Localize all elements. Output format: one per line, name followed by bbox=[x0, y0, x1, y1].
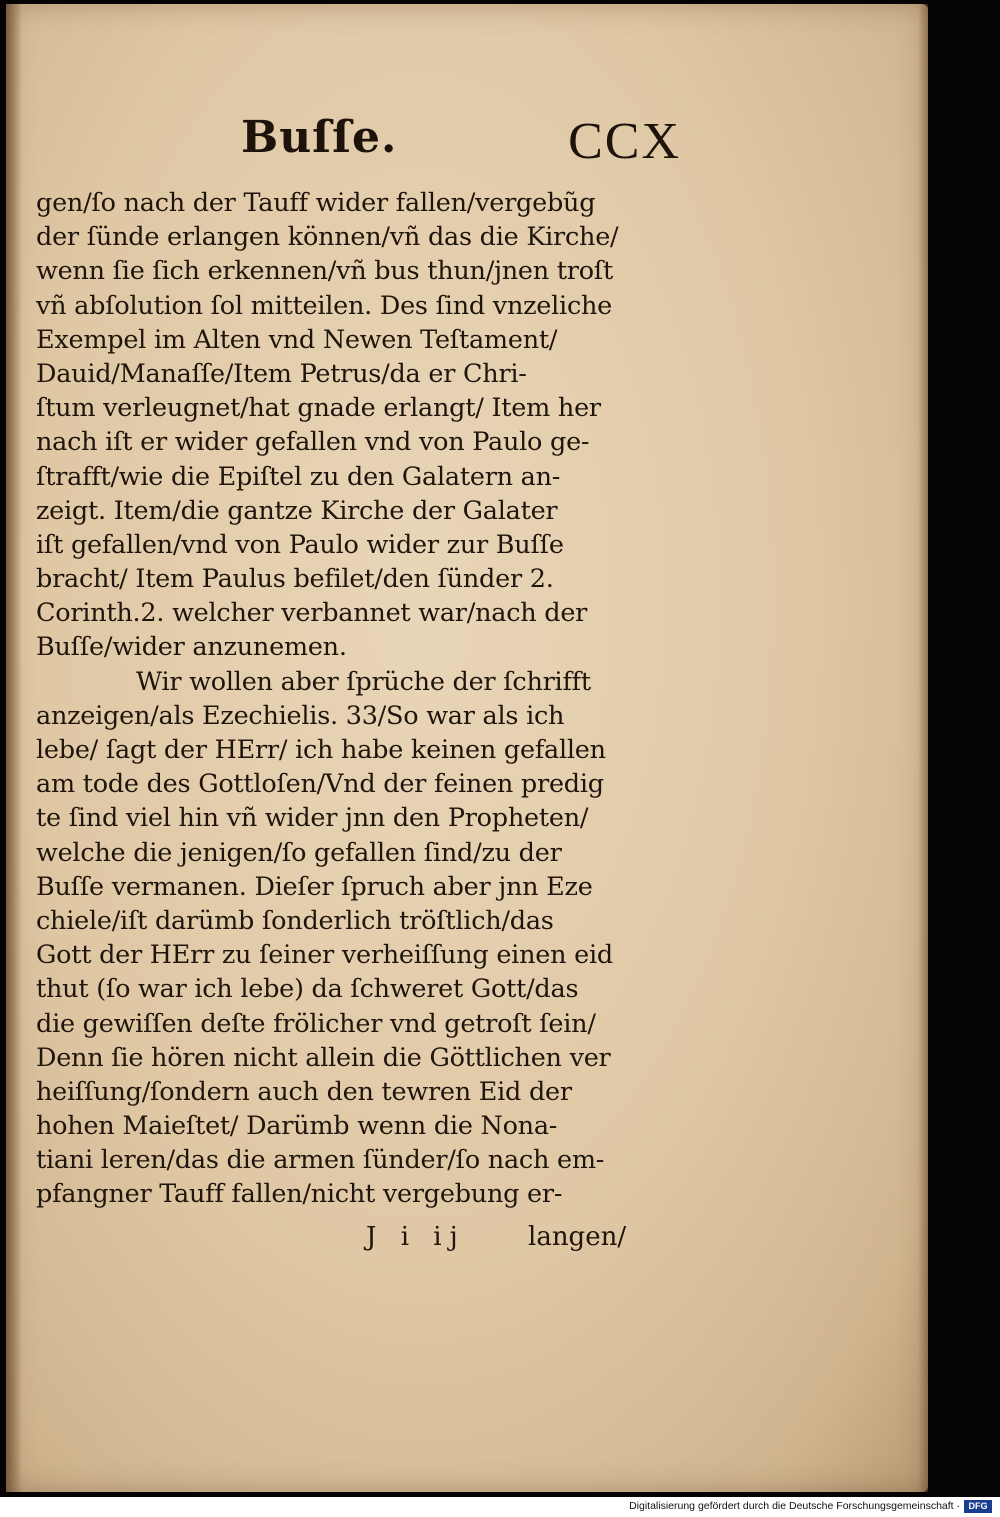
text-line: te ſind viel hin vñ wider jnn den Propheten/ bbox=[36, 803, 589, 834]
text-line: ſtrafft/wie die Epiſtel zu den Galatern an- bbox=[36, 461, 561, 492]
text-line: iſt gefallen/vnd von Paulo wider zur Buſſe bbox=[36, 529, 564, 560]
text-line: am tode des Gottloſen/Vnd der feinen predig bbox=[36, 769, 604, 800]
page-gutter bbox=[6, 4, 22, 1492]
text-line: tiani leren/das die armen ſünder/ſo nach em- bbox=[36, 1145, 605, 1176]
text-line: vñ abſolution ſol mitteilen. Des ſind vnzeliche bbox=[36, 290, 613, 321]
folio-number: CCX bbox=[568, 113, 681, 170]
text-line: nach iſt er wider gefallen vnd von Paulo ge- bbox=[36, 427, 590, 458]
text-line-paragraph-start: Wir wollen aber ſprüche der ſchrifft bbox=[136, 666, 591, 697]
text-line: welche die jenigen/ſo gefallen ſind/zu der bbox=[36, 837, 562, 868]
page-edge bbox=[918, 4, 928, 1492]
text-line: Dauid/Manaſſe/Item Petrus/da er Chri- bbox=[36, 358, 527, 389]
text-line: thut (ſo war ich lebe) da ſchweret Gott/das bbox=[36, 974, 579, 1005]
text-line: Corinth.2. welcher verbannet war/nach der bbox=[36, 598, 588, 629]
text-line: bracht/ Item Paulus befilet/den ſünder 2. bbox=[36, 564, 554, 595]
text-line: hohen Maieſtet/ Darümb wenn die Nona- bbox=[36, 1111, 558, 1142]
text-line: Gott der HErr zu ſeiner verheiſſung einen eid bbox=[36, 940, 613, 971]
text-line: heiſſung/ſondern auch den tewren Eid der bbox=[36, 1076, 572, 1107]
footer-credit: Digitalisierung gefördert durch die Deutsche Forschungsgemeinschaft · bbox=[629, 1500, 960, 1512]
text-line: die gewiſſen deſte frölicher vnd getroſt ſein/ bbox=[36, 1008, 596, 1039]
text-line: lebe/ ſagt der HErr/ ich habe keinen gefallen bbox=[36, 735, 606, 765]
running-head bbox=[241, 112, 681, 176]
signature-mark: J i ij bbox=[366, 1222, 466, 1252]
text-line: pfangner Tauff fallen/nicht vergebung er- bbox=[36, 1179, 563, 1210]
text-line: Exempel im Alten vnd Newen Teſtament/ bbox=[36, 324, 558, 355]
text-line: der ſünde erlangen können/vñ das die Kirche/ bbox=[36, 222, 619, 253]
text-line: anzeigen/als Ezechielis. 33/So war als ich bbox=[36, 700, 565, 731]
text-line: Buſſe/wider anzunemen. bbox=[36, 632, 347, 663]
text-line: Buſſe vermanen. Dieſer ſpruch aber jnn Eze bbox=[36, 871, 593, 902]
text-line: gen/ſo nach der Tauff wider fallen/vergebũg bbox=[36, 188, 596, 218]
body-text bbox=[36, 186, 681, 1212]
text-line: chiele/iſt darümb ſonderlich tröſtlich/das bbox=[36, 905, 554, 936]
book-page bbox=[6, 4, 928, 1492]
footer-bar bbox=[0, 1497, 1000, 1517]
running-head-title: Buſſe. bbox=[241, 112, 398, 163]
page-foot bbox=[366, 1222, 646, 1262]
text-line: wenn ſie ſich erkennen/vñ bus thun/jnen troſt bbox=[36, 256, 613, 287]
text-line: zeigt. Item/die gantze Kirche der Galater bbox=[36, 495, 558, 526]
text-line: Denn ſie hören nicht allein die Göttlichen ver bbox=[36, 1042, 611, 1073]
dfg-logo-icon: DFG bbox=[964, 1500, 992, 1513]
catchword: langen/ bbox=[528, 1222, 627, 1252]
text-line: ſtum verleugnet/hat gnade erlangt/ Item her bbox=[36, 393, 601, 424]
